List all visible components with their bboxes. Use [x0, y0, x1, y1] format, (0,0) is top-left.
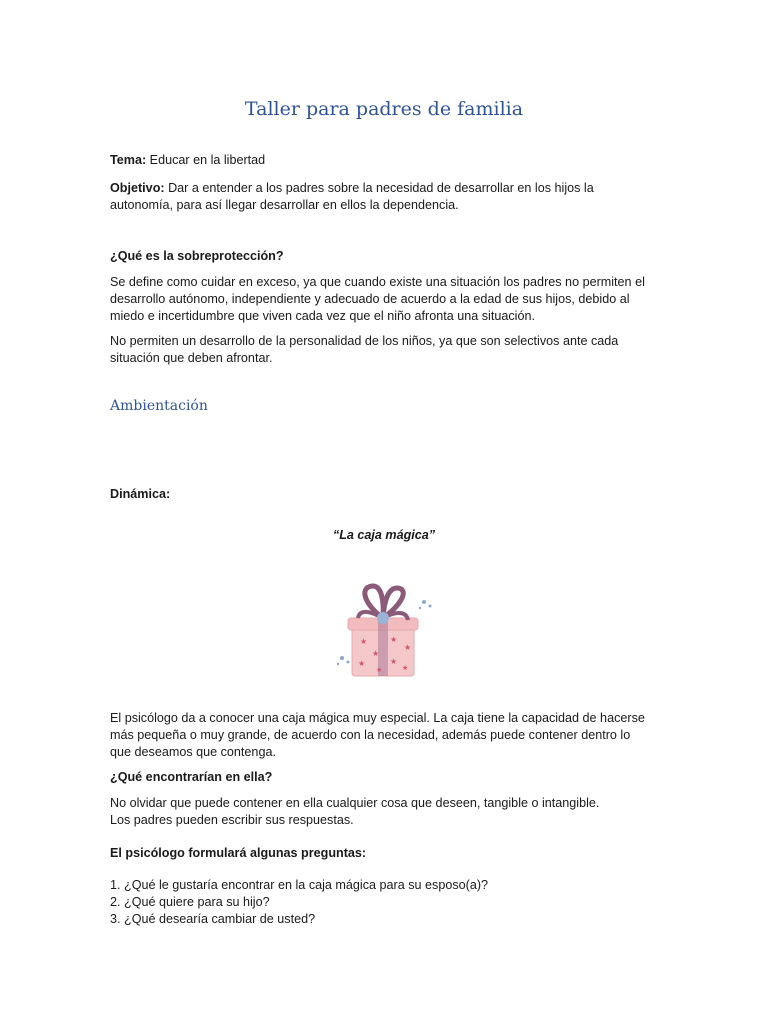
heading-formulara: El psicólogo formulará algunas preguntas: — [110, 846, 367, 860]
objetivo-text-2: autonomía, para así llegar desarrollar en ellos la dependencia. — [110, 198, 459, 212]
objetivo-text-1: Dar a entender a los padres sobre la necesidad de desarrollar en los hijos la — [168, 181, 594, 195]
olvidar-paragraph — [110, 795, 670, 829]
heading-sobreproteccion: ¿Qué es la sobreprotección? — [110, 249, 284, 263]
svg-text:★: ★ — [390, 635, 398, 644]
no-permiten-line-1: No permiten un desarrollo de la personalidad de los niños, ya que son selectivos ante cada — [110, 334, 619, 348]
olvidar-line-1: No olvidar que puede contener en ella cualquier cosa que deseen, tangible o intangible. — [110, 796, 600, 810]
svg-text:★: ★ — [390, 657, 398, 666]
psicologo-line-2: más pequeña o muy grande, de acuerdo con la necesidad, además puede contener dentro lo — [110, 728, 631, 742]
svg-text:★: ★ — [358, 659, 366, 668]
pregunta-item: 1. ¿Qué le gustaría encontrar en la caja mágica para su esposo(a)? — [110, 878, 489, 892]
preguntas-list — [110, 877, 670, 928]
pregunta-item: 2. ¿Qué quiere para su hijo? — [110, 895, 270, 909]
definition-line-2: desarrollo autónomo, independiente y adecuado de acuerdo a la edad de sus hijos, debido al — [110, 292, 630, 306]
svg-text:★: ★ — [372, 649, 380, 658]
tema-line — [110, 152, 670, 169]
document-title: Taller para padres de familia — [244, 98, 524, 120]
svg-text:★: ★ — [404, 643, 412, 652]
objetivo-paragraph — [110, 180, 670, 214]
no-permiten-paragraph — [110, 333, 670, 367]
svg-text:★: ★ — [402, 664, 409, 672]
definition-line-3: miedo e incertidumbre que viven cada vez que el niño afronta una situación. — [110, 309, 535, 323]
heading-encontrarian: ¿Qué encontrarían en ella? — [110, 770, 273, 784]
pregunta-item: 3. ¿Qué desearía cambiar de usted? — [110, 912, 316, 926]
caja-magica-title: “La caja mágica” — [332, 528, 436, 542]
psicologo-line-3: que deseamos que contenga. — [110, 745, 276, 759]
heading-dinamica: Dinámica: — [110, 487, 171, 501]
svg-text:★: ★ — [376, 666, 383, 674]
svg-text:★: ★ — [360, 637, 368, 646]
psicologo-paragraph — [110, 710, 670, 761]
definition-line-1: Se define como cuidar en exceso, ya que cuando existe una situación los padres no permiten el — [110, 275, 645, 289]
heading-ambientacion: Ambientación — [110, 398, 208, 414]
olvidar-line-2: Los padres pueden escribir sus respuestas. — [110, 813, 354, 827]
tema-value: Educar en la libertad — [149, 153, 266, 167]
gift-box-icon — [328, 578, 440, 682]
objetivo-label: Objetivo: — [110, 181, 165, 195]
definition-paragraph — [110, 274, 670, 325]
psicologo-line-1: El psicólogo da a conocer una caja mágica muy especial. La caja tiene la capacidad de hacerse — [110, 711, 645, 725]
tema-label: Tema: — [110, 153, 147, 167]
no-permiten-line-2: situación que deben afrontar. — [110, 351, 273, 365]
